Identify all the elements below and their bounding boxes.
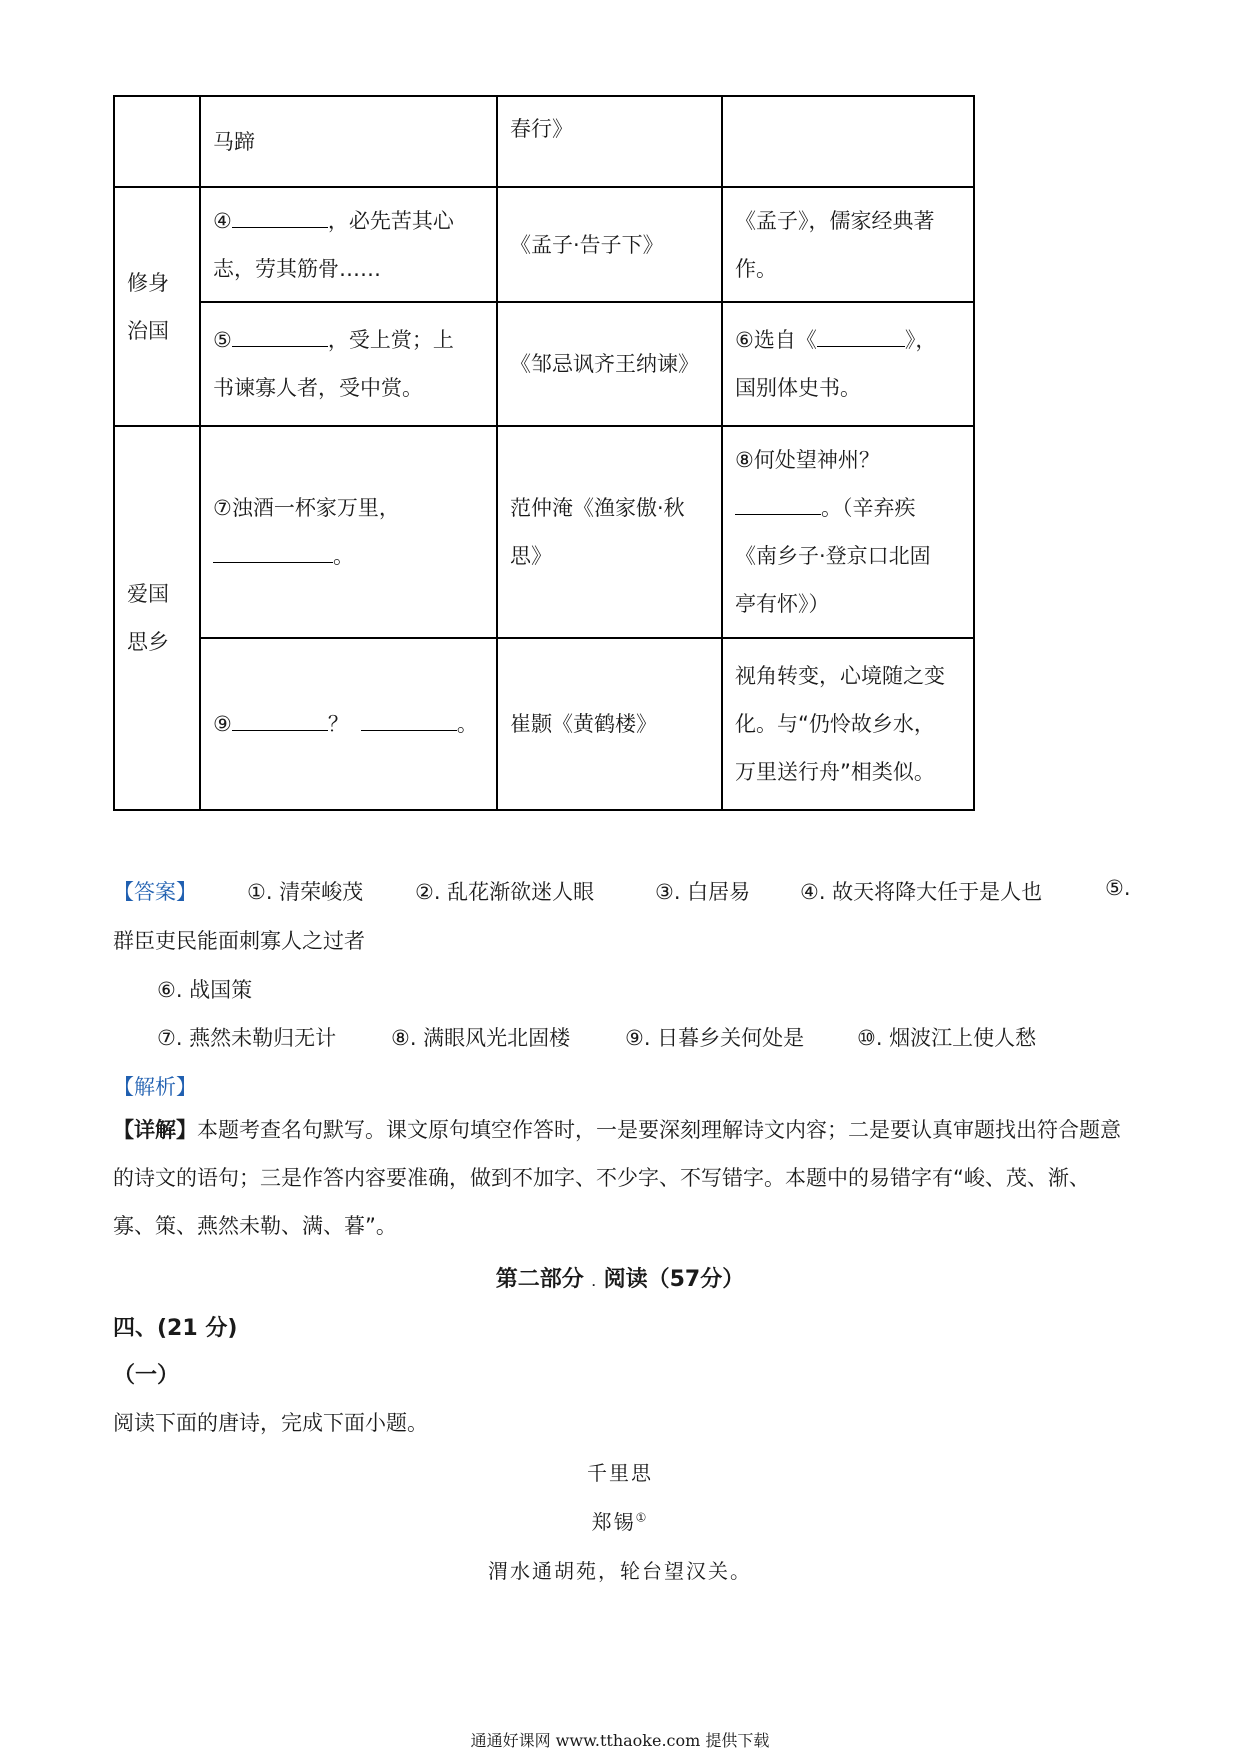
answer-item: ①. 清荣峻茂 <box>247 880 364 904</box>
cell-text: 万里送行舟”相类似。 <box>735 760 935 784</box>
theme-label: 爱国 <box>127 582 169 606</box>
answer-item: ④. 故天将降大任于是人也 <box>800 880 1043 904</box>
answer-line-1 <box>113 876 197 906</box>
cell-text: 志，劳其筋骨…… <box>213 256 381 281</box>
theme-label: 思乡 <box>127 630 169 654</box>
analysis-tag: 【解析】 <box>113 1075 197 1099</box>
answer-item: ⑤. <box>1105 876 1131 900</box>
instruction-text: 阅读下面的唐诗，完成下面小题。 <box>113 1411 428 1435</box>
cell-text: 亭有怀》） <box>735 592 830 616</box>
subsection-heading: （一） <box>113 1363 180 1388</box>
table-cell <box>200 96 497 187</box>
table-cell <box>722 302 974 426</box>
table-cell <box>722 426 974 638</box>
answer-item: ⑨. 日暮乡关何处是 <box>625 1026 805 1050</box>
answer-item: 群臣吏民能面刺寡人之过者 <box>113 929 365 953</box>
detail-tag: 【详解】 <box>113 1118 197 1142</box>
table-cell <box>722 187 974 302</box>
fill-blank[interactable] <box>213 540 333 563</box>
cell-text: 《邹忌讽齐王纳谏》 <box>510 352 699 376</box>
answer-item: ⑥. 战国策 <box>157 978 253 1002</box>
table-cell <box>200 638 497 810</box>
cell-text: 马蹄 <box>213 129 255 154</box>
cell-text: 崔颢《黄鹤楼》 <box>510 712 657 736</box>
page-footer: 通通好课网 www.tthaoke.com 提供下载 <box>470 1731 770 1750</box>
poem-title: 千里思 <box>587 1461 653 1485</box>
cell-text: 《南乡子·登京口北固 <box>735 544 931 568</box>
table-cell <box>497 302 722 426</box>
cell-text: 范仲淹《渔家傲·秋 <box>510 496 685 520</box>
item-number: ⑤ <box>213 328 232 352</box>
cell-text: 思》 <box>510 544 552 568</box>
table-cell <box>497 187 722 302</box>
table-cell <box>200 187 497 302</box>
table-cell <box>722 638 974 810</box>
cell-text: ？ <box>327 712 349 736</box>
cell-text: 。 <box>333 544 354 568</box>
table-cell <box>722 96 974 187</box>
fill-blank[interactable] <box>232 708 328 731</box>
item-number: ④ <box>213 208 232 233</box>
fill-blank[interactable] <box>232 324 328 347</box>
item-number: ⑨ <box>213 712 232 736</box>
theme-cell-self-cultivation <box>114 187 200 426</box>
table-cell-theme-empty <box>114 96 200 187</box>
table-cell <box>497 426 722 638</box>
cell-text: ⑦浊酒一杯家万里， <box>213 496 400 520</box>
theme-cell-patriotism <box>114 426 200 810</box>
answer-item: ③. 白居易 <box>655 880 751 904</box>
table-cell <box>497 638 722 810</box>
part-two-title <box>0 1262 1240 1293</box>
cell-text: ，受上赏；上 <box>327 328 454 352</box>
cell-text: 作。 <box>735 256 777 281</box>
part-title-dot: . <box>591 1278 596 1289</box>
fill-blank[interactable] <box>735 492 821 515</box>
answer-tag: 【答案】 <box>113 880 197 904</box>
cell-text: 化。与“仍怜故乡水， <box>735 712 935 736</box>
cell-text: 。 <box>456 712 478 736</box>
cell-text: 《孟子》，儒家经典著 <box>735 208 935 233</box>
table-cell <box>200 426 497 638</box>
theme-label: 治国 <box>127 318 169 343</box>
section-heading: 四、(21 分) <box>113 1316 238 1341</box>
poem-fill-table <box>113 95 975 811</box>
footnote-marker: ① <box>635 1510 649 1525</box>
cell-text: ⑥选自《 <box>735 328 817 352</box>
author-name: 郑锡 <box>591 1510 636 1534</box>
answer-item: ⑩. 烟波江上使人愁 <box>857 1026 1037 1050</box>
cell-text: ⑧何处望神州？ <box>735 448 880 472</box>
answer-item: ⑧. 满眼风光北固楼 <box>391 1026 571 1050</box>
poem-line: 渭水通胡苑，轮台望汉关。 <box>488 1559 752 1583</box>
cell-text: 。（辛弃疾 <box>821 496 916 520</box>
cell-text: 视角转变，心境随之变 <box>735 664 945 688</box>
cell-text: 书谏寡人者，受中赏。 <box>213 376 423 400</box>
cell-text: 春行》 <box>510 117 573 141</box>
fill-blank[interactable] <box>817 324 905 347</box>
table-cell <box>497 96 722 187</box>
part-title-text: 阅读（57分） <box>603 1267 745 1292</box>
analysis-detail <box>113 1106 1123 1250</box>
cell-text: ，必先苦其心 <box>327 208 454 233</box>
answer-item: ②. 乱花渐欲迷人眼 <box>415 880 595 904</box>
theme-label: 修身 <box>127 270 169 295</box>
part-title-text: 第二部分 <box>495 1267 584 1292</box>
cell-text: 国别体史书。 <box>735 376 861 400</box>
cell-text: 》， <box>904 328 937 352</box>
fill-blank[interactable] <box>232 205 328 228</box>
detail-text: 本题考查名句默写。课文原句填空作答时，一是要深刻理解诗文内容；二是要认真审题找出符合题意的诗文的语句；三是作答内容要准确，做到不加字、不少字、不写错字。本题中的易错字有“峻、茂、渐、寡、策、燕然未勒、满、暮”。 <box>113 1118 1121 1238</box>
answer-item: ⑦. 燕然未勒归无计 <box>157 1026 337 1050</box>
cell-text: 《孟子·告子下》 <box>510 232 664 257</box>
fill-blank[interactable] <box>361 708 457 731</box>
poem-author <box>0 1506 1240 1535</box>
table-cell <box>200 302 497 426</box>
